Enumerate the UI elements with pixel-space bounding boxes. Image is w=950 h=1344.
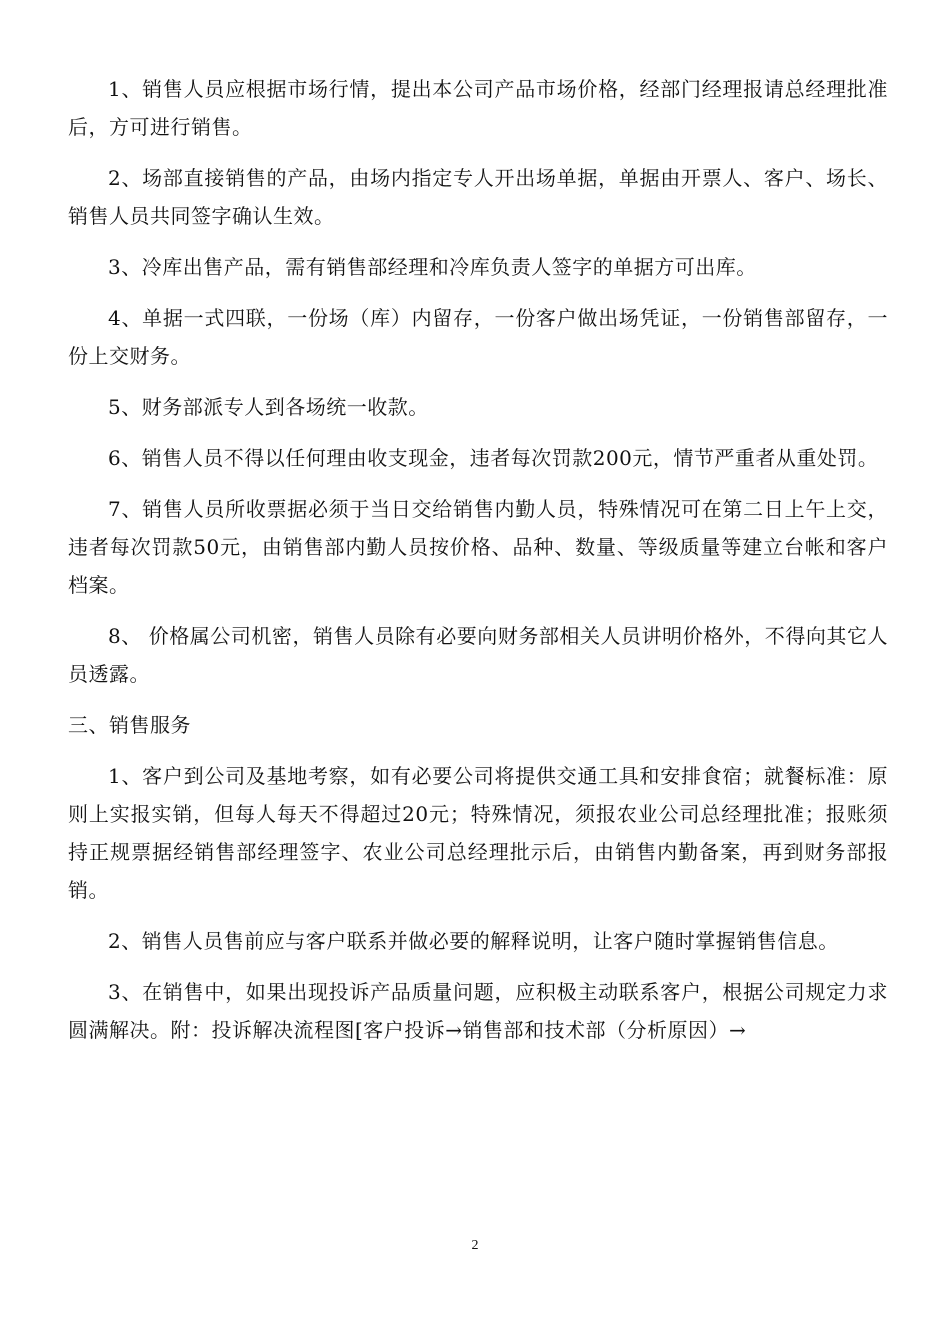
page-number: 2: [471, 1238, 479, 1253]
document-body: [68, 70, 888, 1062]
rule-paragraph-5: 5、财务部派专人到各场统一收款。: [108, 395, 429, 419]
rule-paragraph-8: 8、 价格属公司机密，销售人员除有必要向财务部相关人员讲明价格外，不得向其它人员透露。: [68, 624, 888, 686]
rule-paragraph-4: 4、单据一式四联，一份场（库）内留存，一份客户做出场凭证，一份销售部留存，一份上交财务。: [68, 306, 888, 368]
rule-paragraph-2: 2、场部直接销售的产品，由场内指定专人开出场单据，单据由开票人、客户、场长、销售人员共同签字确认生效。: [68, 166, 888, 228]
rule-paragraph-6: 6、销售人员不得以任何理由收支现金，违者每次罚款200元，情节严重者从重处罚。: [108, 446, 879, 470]
rule-paragraph-7: 7、销售人员所收票据必须于当日交给销售内勤人员，特殊情况可在第二日上午上交，违者每次罚款50元，由销售部内勤人员按价格、品种、数量、等级质量等建立台帐和客户档案。: [68, 497, 888, 597]
rule-paragraph-1: 1、销售人员应根据市场行情，提出本公司产品市场价格，经部门经理报请总经理批准后，方可进行销售。: [68, 77, 888, 139]
service-paragraph-3: 3、在销售中，如果出现投诉产品质量问题，应积极主动联系客户，根据公司规定力求圆满解决。附：投诉解决流程图[客户投诉→销售部和技术部（分析原因）→: [68, 980, 888, 1042]
section-heading: 三、销售服务: [68, 713, 191, 737]
rule-paragraph-3: 3、冷库出售产品，需有销售部经理和冷库负责人签字的单据方可出库。: [108, 255, 757, 279]
service-paragraph-1: 1、客户到公司及基地考察，如有必要公司将提供交通工具和安排食宿；就餐标准：原则上实报实销，但每人每天不得超过20元；特殊情况，须报农业公司总经理批准；报账须持正规票据经销售部经理签字、农业公司总经理批示后，由销售内勤备案，再到财务部报销。: [68, 764, 888, 902]
service-paragraph-2: 2、销售人员售前应与客户联系并做必要的解释说明，让客户随时掌握销售信息。: [108, 929, 839, 953]
